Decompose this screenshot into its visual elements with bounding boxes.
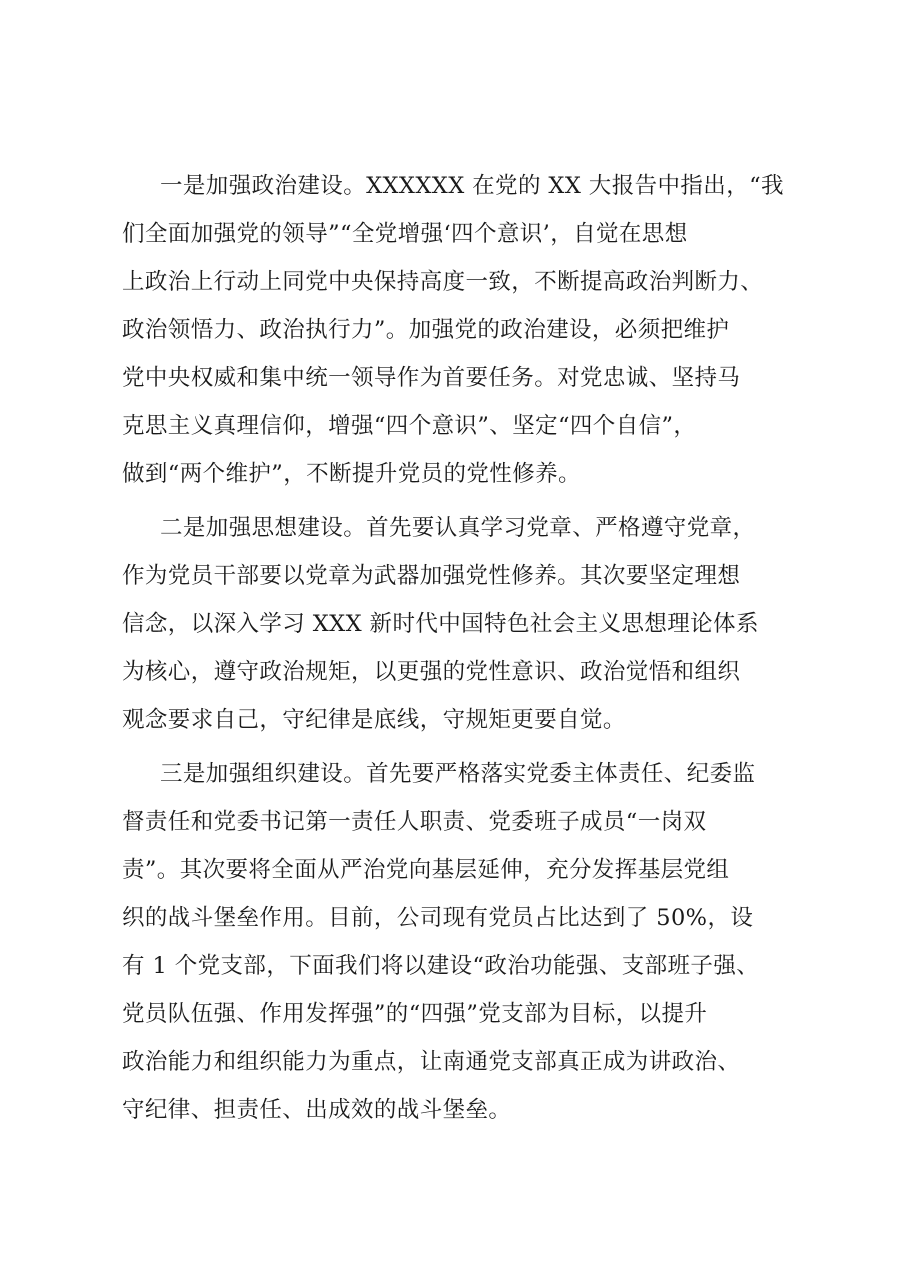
paragraph-line: 党中央权威和集中统一领导作为首要任务。对党忠诚、坚持马 <box>122 365 741 391</box>
paragraph-line: 一是加强政治建设。XXXXXX 在党的 XX 大报告中指出，“我 <box>160 173 784 199</box>
paragraph-line: 信念，以深入学习 XXX 新时代中国特色社会主义思想理论体系 <box>122 611 759 637</box>
paragraph-line: 观念要求自己，守纪律是底线，守规矩更要自觉。 <box>122 707 626 733</box>
paragraph-line: 责”。其次要将全面从严治党向基层延伸，充分发挥基层党组 <box>122 857 730 883</box>
paragraph-line: 党员队伍强、作用发挥强”的“四强”党支部为目标，以提升 <box>122 1001 708 1027</box>
paragraph-line: 守纪律、担责任、出成效的战斗堡垒。 <box>122 1097 512 1123</box>
paragraph-line: 们全面加强党的领导”“全党增强‘四个意识’，自觉在思想 <box>122 221 688 247</box>
paragraph-line: 督责任和党委书记第一责任人职责、党委班子成员“一岗双 <box>122 809 707 835</box>
paragraph-line: 政治能力和组织能力为重点，让南通党支部真正成为讲政治、 <box>122 1049 741 1075</box>
paragraph-line: 二是加强思想建设。首先要认真学习党章、严格遵守党章， <box>160 515 756 541</box>
paragraph-line: 为核心，遵守政治规矩，以更强的党性意识、政治觉悟和组织 <box>122 659 741 685</box>
paragraph-line: 政治领悟力、政治执行力”。加强党的政治建设，必须把维护 <box>122 317 730 343</box>
paragraph-line: 作为党员干部要以党章为武器加强党性修养。其次要坚定理想 <box>122 563 741 589</box>
paragraph-line: 上政治上行动上同党中央保持高度一致，不断提高政治判断力、 <box>122 269 764 295</box>
paragraph-line: 有 1 个党支部，下面我们将以建设“政治功能强、支部班子强、 <box>122 953 760 979</box>
paragraph-line: 克思主义真理信仰，增强“四个意识”、坚定“四个自信”， <box>122 413 697 439</box>
paragraph-line: 三是加强组织建设。首先要严格落实党委主体责任、纪委监 <box>160 761 756 787</box>
paragraph-line: 织的战斗堡垒作用。目前，公司现有党员占比达到了 50%，设 <box>122 905 754 931</box>
paragraph-line: 做到“两个维护”，不断提升党员的党性修养。 <box>122 461 581 487</box>
